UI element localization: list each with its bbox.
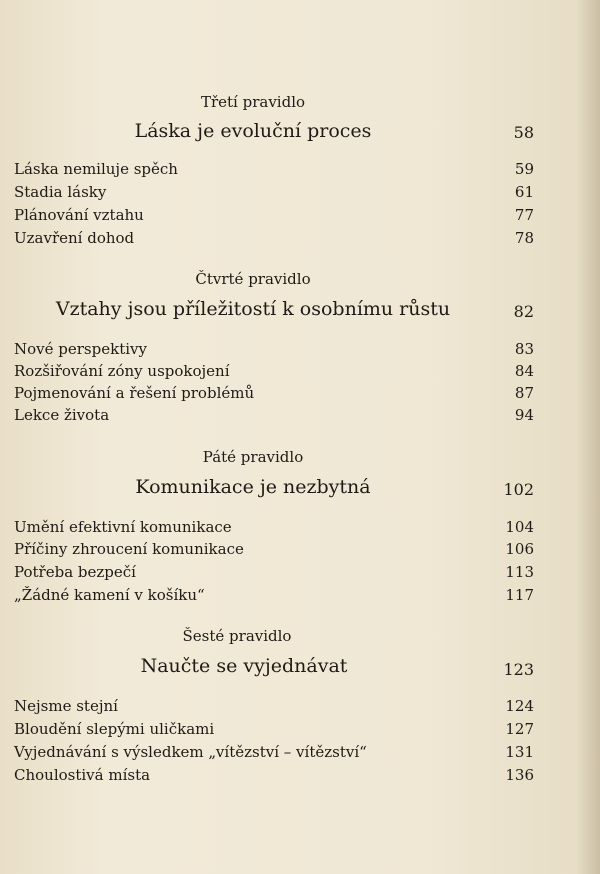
toc-entry-label: Stadia lásky: [14, 183, 107, 201]
toc-entry-label: Vyjednávání s výsledkem „vítězství – vítězství“: [14, 743, 367, 761]
chapter-title: Komunikace je nezbytná: [135, 476, 371, 498]
toc-entry-page: 78: [514, 229, 534, 247]
toc-entry: [14, 720, 534, 742]
toc-entry: [14, 697, 534, 719]
toc-entry-page: 84: [514, 362, 534, 380]
toc-entry: [14, 540, 534, 562]
rule-heading: Třetí pravidlo: [200, 93, 306, 111]
toc-entry: [14, 586, 534, 608]
toc-entry: [14, 183, 534, 205]
toc-entry-label: Choulostivá místa: [14, 766, 151, 784]
chapter-page-number: 123: [503, 660, 534, 679]
toc-entry: [14, 384, 534, 406]
chapter-title: Vztahy jsou příležitostí k osobnímu růstu: [55, 298, 451, 320]
toc-entry-page: 127: [505, 720, 534, 738]
toc-entry-page: 94: [514, 406, 534, 424]
chapter-title: Naučte se vyjednávat: [140, 655, 348, 677]
toc-entry: [14, 743, 534, 765]
toc-entry-page: 83: [514, 340, 534, 358]
toc-entry-label: Nejsme stejní: [14, 697, 118, 715]
toc-entry: [14, 362, 534, 384]
toc-entry: [14, 766, 534, 788]
toc-entry-page: 61: [514, 183, 534, 201]
toc-entry: [14, 206, 534, 228]
toc-entry-label: „Žádné kamení v košíku“: [14, 586, 205, 604]
toc-entry-label: Uzavření dohod: [14, 229, 135, 247]
rule-heading: Čtvrté pravidlo: [195, 270, 311, 288]
toc-entry-label: Nové perspektivy: [14, 340, 147, 358]
toc-entry-label: Láska nemiluje spěch: [14, 160, 178, 178]
toc-entry: [14, 518, 534, 540]
toc-entry-page: 124: [505, 697, 534, 715]
toc-entry: [14, 563, 534, 585]
toc-entry-label: Lekce života: [14, 406, 110, 424]
chapter-title: Láska je evoluční proces: [134, 120, 372, 142]
toc-entry-page: 104: [505, 518, 534, 536]
toc-entry-page: 117: [505, 586, 534, 604]
toc-entry-label: Umění efektivní komunikace: [14, 518, 232, 536]
chapter-page-number: 58: [513, 123, 534, 142]
toc-entry: [14, 160, 534, 182]
page-spine-shadow: [576, 0, 600, 874]
toc-entry-label: Pojmenování a řešení problémů: [14, 384, 255, 402]
toc-entry-label: Potřeba bezpečí: [14, 563, 136, 581]
toc-entry-label: Bloudění slepými uličkami: [14, 720, 215, 738]
toc-entry-page: 106: [505, 540, 534, 558]
toc-entry: [14, 340, 534, 362]
toc-entry: [14, 229, 534, 251]
toc-entry-label: Příčiny zhroucení komunikace: [14, 540, 244, 558]
rule-heading: Šesté pravidlo: [182, 627, 292, 645]
toc-entry-label: Plánování vztahu: [14, 206, 144, 224]
chapter-page-number: 82: [513, 302, 534, 321]
toc-entry-page: 77: [514, 206, 534, 224]
toc-entry-page: 131: [505, 743, 534, 761]
toc-entry-label: Rozšiřování zóny uspokojení: [14, 362, 230, 380]
toc-entry: [14, 406, 534, 428]
toc-entry-page: 87: [514, 384, 534, 402]
toc-entry-page: 113: [505, 563, 534, 581]
toc-entry-page: 136: [505, 766, 534, 784]
chapter-page-number: 102: [503, 480, 534, 499]
toc-entry-page: 59: [514, 160, 534, 178]
rule-heading: Páté pravidlo: [202, 448, 304, 466]
